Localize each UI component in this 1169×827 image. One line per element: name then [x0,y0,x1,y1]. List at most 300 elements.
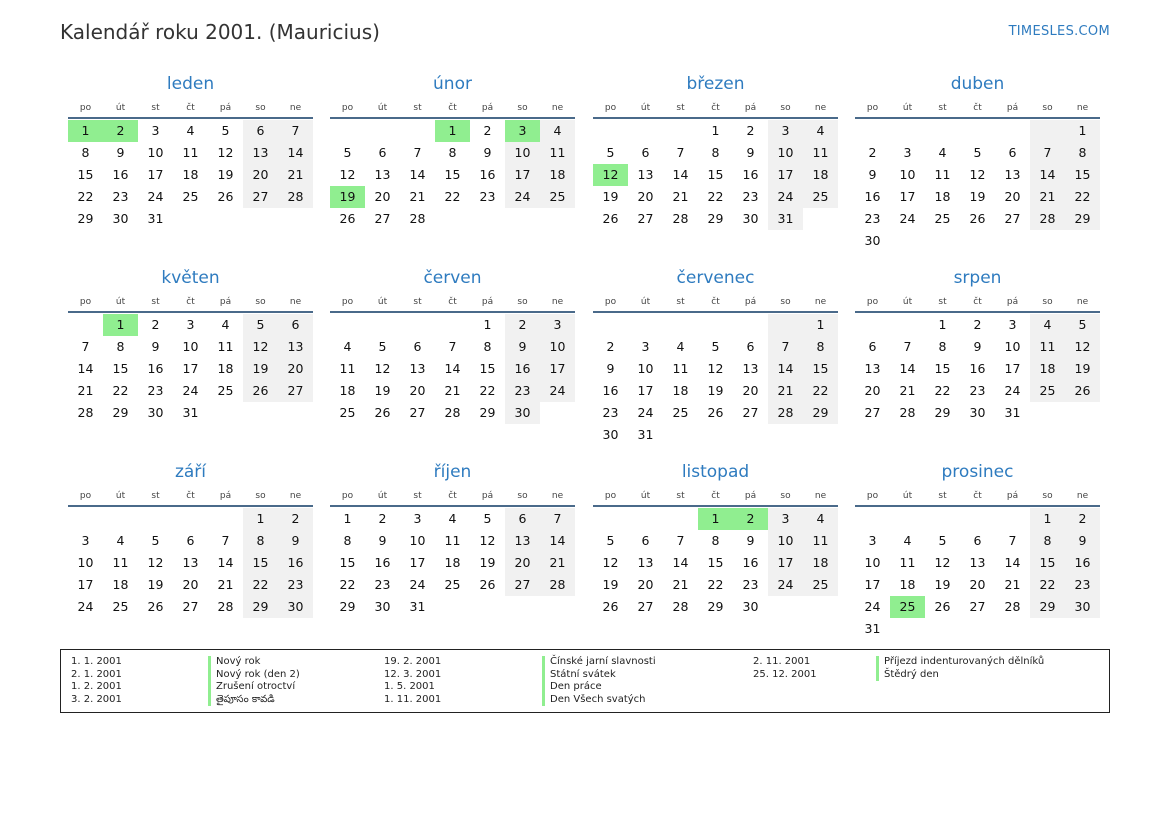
empty-cell [593,120,628,142]
day-cell: 11 [1030,336,1065,358]
empty-cell [960,508,995,530]
day-cell: 28 [768,402,803,424]
legend-names-3 [876,656,1044,681]
month-červenec [593,266,838,446]
day-cell: 7 [1008,533,1017,548]
month-name: březen [686,74,745,94]
day-cell: 9 [378,533,387,548]
day-grid [855,120,1100,252]
day-cell: 26 [374,405,391,420]
weekday-label: so [255,491,266,501]
day-cell: 26 [479,577,496,592]
weekday-header [68,99,313,119]
weekday-header [330,293,575,313]
day-cell: 3 [413,511,422,526]
day-cell: 26 [339,211,356,226]
day-cell: 15 [1030,552,1065,574]
weekday-label: po [79,491,92,501]
day-grid [330,314,575,424]
day-cell: 20 [637,189,654,204]
day-cell: 15 [707,167,724,182]
day-cell: 31 [147,211,164,226]
day-cell: 12 [339,167,356,182]
day-cell: 9 [483,145,492,160]
day-cell: 24 [409,577,426,592]
day-cell: 15 [243,552,278,574]
day-cell: 8 [81,145,90,160]
day-cell: 12 [147,555,164,570]
day-cell: 3 [868,533,877,548]
day-cell: 25 [112,599,129,614]
day-cell: 17 [505,164,540,186]
empty-cell [330,314,365,336]
day-cell: 25 [182,189,199,204]
weekday-label: ne [1076,491,1089,501]
day-cell: 13 [864,361,881,376]
day-cell: 20 [278,358,313,380]
day-cell: 16 [112,167,129,182]
day-cell: 23 [742,189,759,204]
site-link[interactable]: TIMESLES.COM [1008,24,1110,39]
day-cell: 25 [444,577,461,592]
weekday-label: st [676,103,685,113]
day-cell: 15 [1065,164,1100,186]
day-cell: 4 [803,120,838,142]
day-cell: 6 [413,339,422,354]
day-cell: 28 [278,186,313,208]
weekday-label: čt [973,297,982,307]
day-cell: 28 [1004,599,1021,614]
day-cell: 1 [243,508,278,530]
month-únor [330,72,575,230]
day-cell: 10 [768,142,803,164]
day-cell: 17 [409,555,426,570]
day-cell: 14 [278,142,313,164]
day-grid [855,508,1100,640]
day-cell: 16 [742,555,759,570]
legend-holiday-name: తైపూసం కావడి [208,694,300,707]
day-cell: 9 [505,336,540,358]
month-name: červenec [676,268,755,288]
day-cell: 22 [444,189,461,204]
day-cell: 21 [444,383,461,398]
day-cell: 26 [243,380,278,402]
weekday-label: pá [219,103,232,113]
day-cell: 22 [707,577,724,592]
day-cell: 29 [1030,596,1065,618]
weekday-header [855,487,1100,507]
legend-date: 2. 1. 2001 [71,668,122,680]
day-grid [68,120,313,230]
day-cell: 20 [637,577,654,592]
day-cell: 19 [479,555,496,570]
day-cell: 27 [969,599,986,614]
weekday-label: so [517,491,528,501]
day-cell: 5 [711,339,720,354]
day-cell: 6 [868,339,877,354]
day-cell: 12 [374,361,391,376]
day-cell: 5 [973,145,982,160]
day-cell: 13 [969,555,986,570]
day-cell: 4 [676,339,685,354]
weekday-label: po [341,297,354,307]
empty-cell [855,508,890,530]
day-cell: 31 [182,405,199,420]
weekday-label: po [341,103,354,113]
legend-date: 3. 2. 2001 [71,693,122,705]
day-cell: 25 [934,211,951,226]
weekday-label: út [640,297,651,307]
day-cell: 2 [505,314,540,336]
day-cell: 30 [969,405,986,420]
day-cell: 5 [606,533,615,548]
day-cell: 22 [243,574,278,596]
weekday-label: so [780,491,791,501]
day-cell: 12 [243,336,278,358]
day-cell: 10 [505,142,540,164]
day-cell: 19 [602,189,619,204]
legend-names-1 [208,656,300,706]
empty-cell [890,314,925,336]
day-cell: 14 [1030,164,1065,186]
day-cell: 9 [1065,530,1100,552]
day-cell: 21 [768,380,803,402]
day-cell: 15 [479,361,496,376]
day-cell: 4 [1030,314,1065,336]
day-cell: 12 [969,167,986,182]
day-cell: 17 [1004,361,1021,376]
legend-holiday-name: Štědrý den [876,669,1044,682]
day-cell: 29 [112,405,129,420]
day-cell: 21 [1004,577,1021,592]
day-cell: 8 [711,533,720,548]
weekday-header [593,293,838,313]
day-cell: 21 [540,552,575,574]
weekday-label: so [517,297,528,307]
day-cell: 15 [707,555,724,570]
day-cell: 16 [1065,552,1100,574]
weekday-label: ne [814,103,827,113]
weekday-label: ne [289,103,302,113]
day-cell: 12 [934,555,951,570]
day-cell: 16 [505,358,540,380]
day-cell: 25 [217,383,234,398]
day-cell: 13 [409,361,426,376]
holiday-day-cell: 25 [890,596,925,618]
day-cell: 20 [969,577,986,592]
legend-names-2 [542,656,656,706]
day-cell: 13 [374,167,391,182]
day-cell: 9 [116,145,125,160]
day-cell: 28 [217,599,234,614]
day-cell: 4 [903,533,912,548]
day-cell: 19 [243,358,278,380]
day-cell: 18 [934,189,951,204]
weekday-label: st [413,491,422,501]
day-cell: 4 [116,533,125,548]
weekday-label: čt [448,491,457,501]
day-cell: 24 [768,186,803,208]
day-cell: 10 [540,336,575,358]
day-cell: 8 [1030,530,1065,552]
day-cell: 29 [707,211,724,226]
day-cell: 2 [483,123,492,138]
day-cell: 31 [864,621,881,636]
day-cell: 14 [672,167,689,182]
day-cell: 8 [116,339,125,354]
weekday-header [855,99,1100,119]
day-cell: 2 [1065,508,1100,530]
day-cell: 24 [540,380,575,402]
day-cell: 30 [1065,596,1100,618]
day-cell: 1 [711,123,720,138]
day-cell: 25 [672,405,689,420]
day-cell: 29 [77,211,94,226]
weekday-label: čt [186,491,195,501]
day-cell: 11 [182,145,199,160]
day-cell: 26 [1065,380,1100,402]
day-cell: 26 [147,599,164,614]
day-cell: 1 [803,314,838,336]
day-cell: 15 [934,361,951,376]
day-cell: 24 [899,211,916,226]
day-cell: 6 [505,508,540,530]
day-cell: 7 [448,339,457,354]
day-cell: 29 [339,599,356,614]
weekday-label: so [1042,297,1053,307]
day-cell: 3 [1008,317,1017,332]
month-name: červen [423,268,482,288]
day-cell: 2 [606,339,615,354]
day-cell: 8 [711,145,720,160]
day-cell: 3 [641,339,650,354]
weekday-label: po [341,491,354,501]
day-cell: 6 [1008,145,1017,160]
day-cell: 23 [864,211,881,226]
day-cell: 11 [803,530,838,552]
day-cell: 13 [637,167,654,182]
day-cell: 5 [938,533,947,548]
day-cell: 27 [637,599,654,614]
day-cell: 6 [243,120,278,142]
day-grid [68,508,313,618]
empty-cell [365,120,400,142]
empty-cell [593,508,628,530]
day-cell: 25 [1030,380,1065,402]
day-cell: 19 [374,383,391,398]
empty-cell [628,120,663,142]
weekday-label: pá [219,491,232,501]
day-cell: 28 [540,574,575,596]
weekday-label: ne [289,297,302,307]
empty-cell [400,120,435,142]
day-cell: 18 [899,577,916,592]
month-name: prosinec [941,462,1014,482]
empty-cell [995,508,1030,530]
weekday-label: so [1042,491,1053,501]
empty-cell [435,314,470,336]
weekday-label: ne [814,297,827,307]
day-cell: 14 [409,167,426,182]
day-cell: 6 [641,533,650,548]
weekday-label: st [413,297,422,307]
day-cell: 16 [374,555,391,570]
day-cell: 23 [278,574,313,596]
day-cell: 15 [112,361,129,376]
weekday-label: čt [711,297,720,307]
day-cell: 27 [278,380,313,402]
day-cell: 31 [637,427,654,442]
day-cell: 15 [339,555,356,570]
day-cell: 21 [672,577,689,592]
day-cell: 26 [602,211,619,226]
day-cell: 22 [112,383,129,398]
weekday-label: po [79,297,92,307]
empty-cell [890,508,925,530]
day-cell: 9 [151,339,160,354]
legend-date: 1. 11. 2001 [384,693,442,705]
day-cell: 27 [637,211,654,226]
day-cell: 28 [672,599,689,614]
day-cell: 1 [938,317,947,332]
day-cell: 31 [768,208,803,230]
day-cell: 24 [864,599,881,614]
month-name: duben [950,74,1005,94]
weekday-label: út [377,297,388,307]
empty-cell [68,508,103,530]
day-cell: 10 [899,167,916,182]
day-cell: 18 [672,383,689,398]
weekday-label: pá [481,297,494,307]
holiday-day-cell: 19 [330,186,365,208]
day-cell: 5 [221,123,230,138]
day-cell: 23 [602,405,619,420]
day-cell: 6 [378,145,387,160]
day-cell: 7 [540,508,575,530]
day-cell: 11 [540,142,575,164]
day-cell: 9 [746,145,755,160]
day-cell: 7 [1030,142,1065,164]
day-cell: 15 [444,167,461,182]
day-cell: 10 [77,555,94,570]
day-cell: 24 [182,383,199,398]
month-květen [68,266,313,424]
day-cell: 12 [217,145,234,160]
day-cell: 11 [803,142,838,164]
empty-cell [208,508,243,530]
empty-cell [400,314,435,336]
legend-date: 12. 3. 2001 [384,668,442,680]
weekday-label: pá [219,297,232,307]
day-cell: 8 [343,533,352,548]
day-cell: 2 [746,123,755,138]
day-cell: 16 [969,361,986,376]
holiday-day-cell: 1 [698,508,733,530]
day-cell: 18 [803,164,838,186]
weekday-label: ne [289,491,302,501]
day-cell: 6 [973,533,982,548]
day-cell: 21 [409,189,426,204]
day-cell: 22 [803,380,838,402]
day-cell: 8 [1065,142,1100,164]
day-cell: 17 [637,383,654,398]
day-cell: 30 [112,211,129,226]
empty-cell [925,508,960,530]
day-cell: 11 [934,167,951,182]
day-cell: 17 [768,164,803,186]
day-cell: 2 [151,317,160,332]
weekday-label: pá [1006,103,1019,113]
weekday-header [593,99,838,119]
day-cell: 26 [934,599,951,614]
day-cell: 19 [217,167,234,182]
month-srpen [855,266,1100,424]
empty-cell [663,120,698,142]
weekday-label: pá [744,491,757,501]
legend-holiday-name: Nový rok [208,656,300,669]
page-title: Kalendář roku 2001. (Mauricius) [60,20,380,44]
day-cell: 5 [1065,314,1100,336]
weekday-label: pá [1006,491,1019,501]
day-cell: 10 [864,555,881,570]
month-říjen [330,460,575,618]
day-cell: 9 [278,530,313,552]
day-cell: 19 [1065,358,1100,380]
day-cell: 20 [182,577,199,592]
empty-cell [995,120,1030,142]
day-cell: 29 [1065,208,1100,230]
day-grid [68,314,313,424]
weekday-label: po [604,297,617,307]
day-cell: 7 [768,336,803,358]
weekday-label: st [151,297,160,307]
day-cell: 27 [1004,211,1021,226]
day-cell: 26 [602,599,619,614]
day-cell: 17 [540,358,575,380]
month-name: září [174,462,207,482]
weekday-label: st [676,297,685,307]
weekday-label: út [902,103,913,113]
holiday-day-cell: 3 [505,120,540,142]
weekday-label: ne [551,103,564,113]
day-cell: 5 [606,145,615,160]
day-cell: 10 [1004,339,1021,354]
day-cell: 27 [505,574,540,596]
day-cell: 28 [1030,208,1065,230]
day-cell: 30 [742,599,759,614]
day-cell: 17 [147,167,164,182]
day-cell: 20 [409,383,426,398]
weekday-label: po [866,103,879,113]
day-cell: 16 [278,552,313,574]
day-cell: 29 [243,596,278,618]
month-prosinec [855,460,1100,640]
day-cell: 14 [540,530,575,552]
empty-cell [138,508,173,530]
month-name: listopad [681,462,750,482]
day-cell: 3 [81,533,90,548]
empty-cell [855,314,890,336]
day-cell: 11 [339,361,356,376]
legend-holiday-name: Zrušení otroctví [208,681,300,694]
day-cell: 16 [742,167,759,182]
holiday-day-cell: 1 [435,120,470,142]
weekday-label: so [1042,103,1053,113]
day-cell: 24 [147,189,164,204]
day-cell: 20 [374,189,391,204]
day-cell: 11 [217,339,234,354]
empty-cell [768,314,803,336]
